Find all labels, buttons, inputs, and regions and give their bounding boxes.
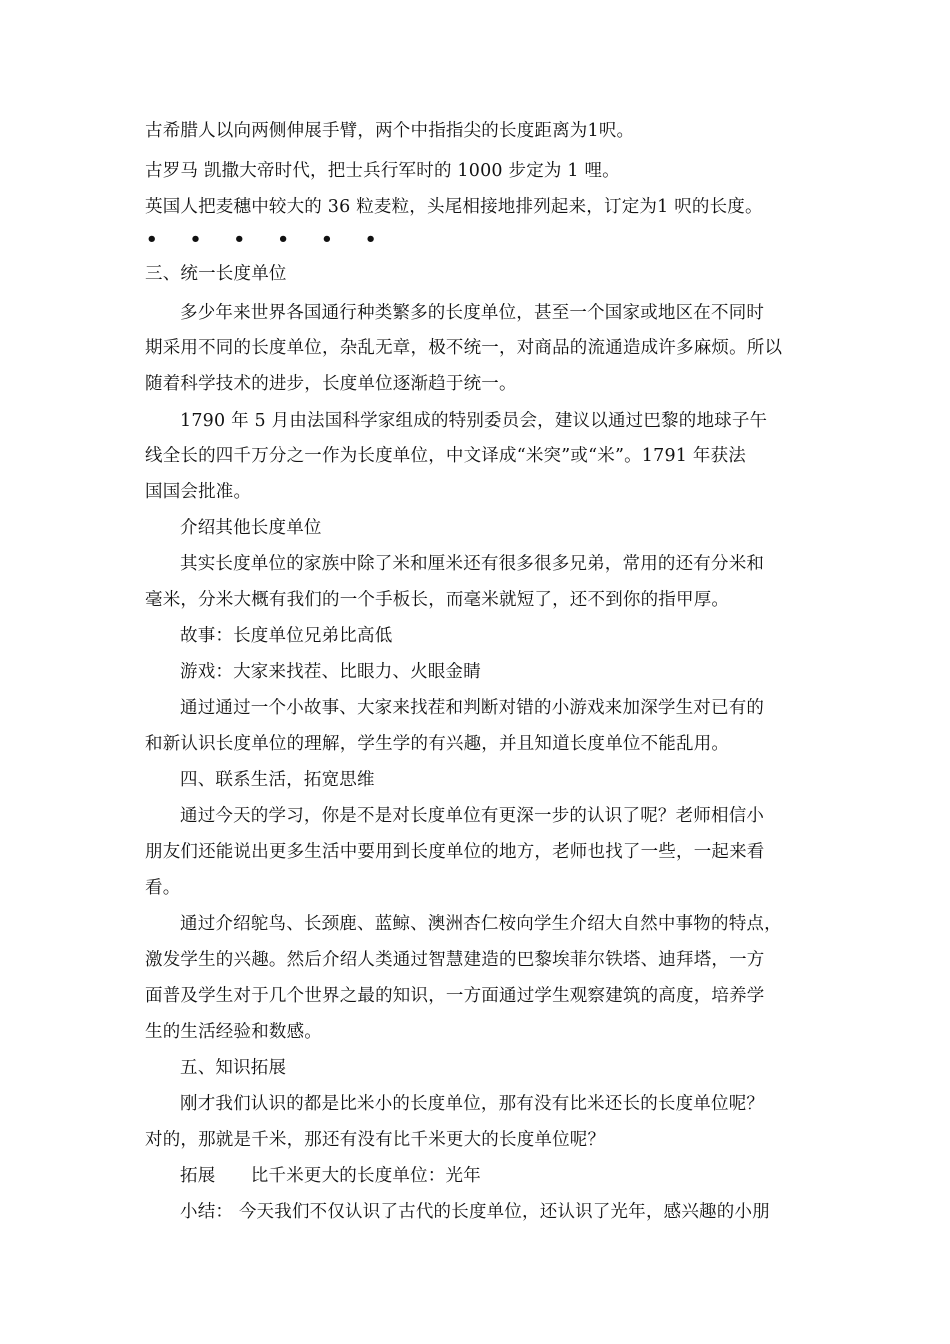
text-line: 朋友们还能说出更多生活中要用到长度单位的地方，老师也找了一些，一起来看 xyxy=(145,842,765,862)
text-line: 1790 年 5 月由法国科学家组成的特别委员会，建议以通过巴黎的地球子午 xyxy=(180,411,768,431)
text-line: 毫米，分米大概有我们的一个手板长，而毫米就短了，还不到你的指甲厚。 xyxy=(145,590,730,610)
text-line: 通过今天的学习，你是不是对长度单位有更深一步的认识了呢？老师相信小 xyxy=(180,806,765,826)
text-line: 故事：长度单位兄弟比高低 xyxy=(180,626,393,646)
text-line: 英国人把麦穗中较大的 36 粒麦粒，头尾相接地排列起来，订定为1 呎的长度。 xyxy=(145,197,763,217)
subheading: 介绍其他长度单位 xyxy=(180,518,322,538)
text-line: 看。 xyxy=(145,878,181,898)
text-line: 国国会批准。 xyxy=(145,482,252,502)
text-line: 拓展 比千米更大的长度单位：光年 xyxy=(180,1166,481,1186)
text-line: 激发学生的兴趣。然后介绍人类通过智慧建造的巴黎埃菲尔铁塔、迪拜塔，一方 xyxy=(145,950,765,970)
text-line: 古罗马 凯撒大帝时代，把士兵行军时的 1000 步定为 1 哩。 xyxy=(145,161,620,181)
text-line: 小结： 今天我们不仅认识了古代的长度单位，还认识了光年，感兴趣的小朋 xyxy=(180,1202,770,1222)
text-line: 线全长的四千万分之一作为长度单位，中文译成“米突”或“米”。1791 年获法 xyxy=(145,446,746,466)
text-line: 其实长度单位的家族中除了米和厘米还有很多很多兄弟，常用的还有分米和 xyxy=(180,554,765,574)
text-line: 通过通过一个小故事、大家来找茬和判断对错的小游戏来加深学生对已有的 xyxy=(180,698,765,718)
ellipsis-dots: • • • • • • xyxy=(146,229,390,250)
text-line: 古希腊人以向两侧伸展手臂，两个中指指尖的长度距离为1呎。 xyxy=(145,121,635,141)
text-line: 和新认识长度单位的理解，学生学的有兴趣，并且知道长度单位不能乱用。 xyxy=(145,734,730,754)
text-line: 期采用不同的长度单位，杂乱无章，极不统一，对商品的流通造成许多麻烦。所以 xyxy=(145,338,783,358)
text-line: 生的生活经验和数感。 xyxy=(145,1022,322,1042)
text-line: 随着科学技术的进步，长度单位逐渐趋于统一。 xyxy=(145,374,517,394)
section-heading: 三、统一长度单位 xyxy=(145,264,287,284)
text-line: 刚才我们认识的都是比米小的长度单位，那有没有比米还长的长度单位呢？ xyxy=(180,1094,765,1114)
section-heading: 五、知识拓展 xyxy=(180,1058,287,1078)
text-line: 游戏：大家来找茬、比眼力、火眼金睛 xyxy=(180,662,481,682)
text-line: 对的，那就是千米，那还有没有比千米更大的长度单位呢？ xyxy=(145,1130,606,1150)
text-line: 通过介绍鸵鸟、长颈鹿、蓝鲸、澳洲杏仁桉向学生介绍大自然中事物的特点， xyxy=(180,914,782,934)
section-heading: 四、联系生活，拓宽思维 xyxy=(180,770,375,790)
text-line: 面普及学生对于几个世界之最的知识，一方面通过学生观察建筑的高度，培养学 xyxy=(145,986,765,1006)
text-line: 多少年来世界各国通行种类繁多的长度单位，甚至一个国家或地区在不同时 xyxy=(180,303,765,323)
